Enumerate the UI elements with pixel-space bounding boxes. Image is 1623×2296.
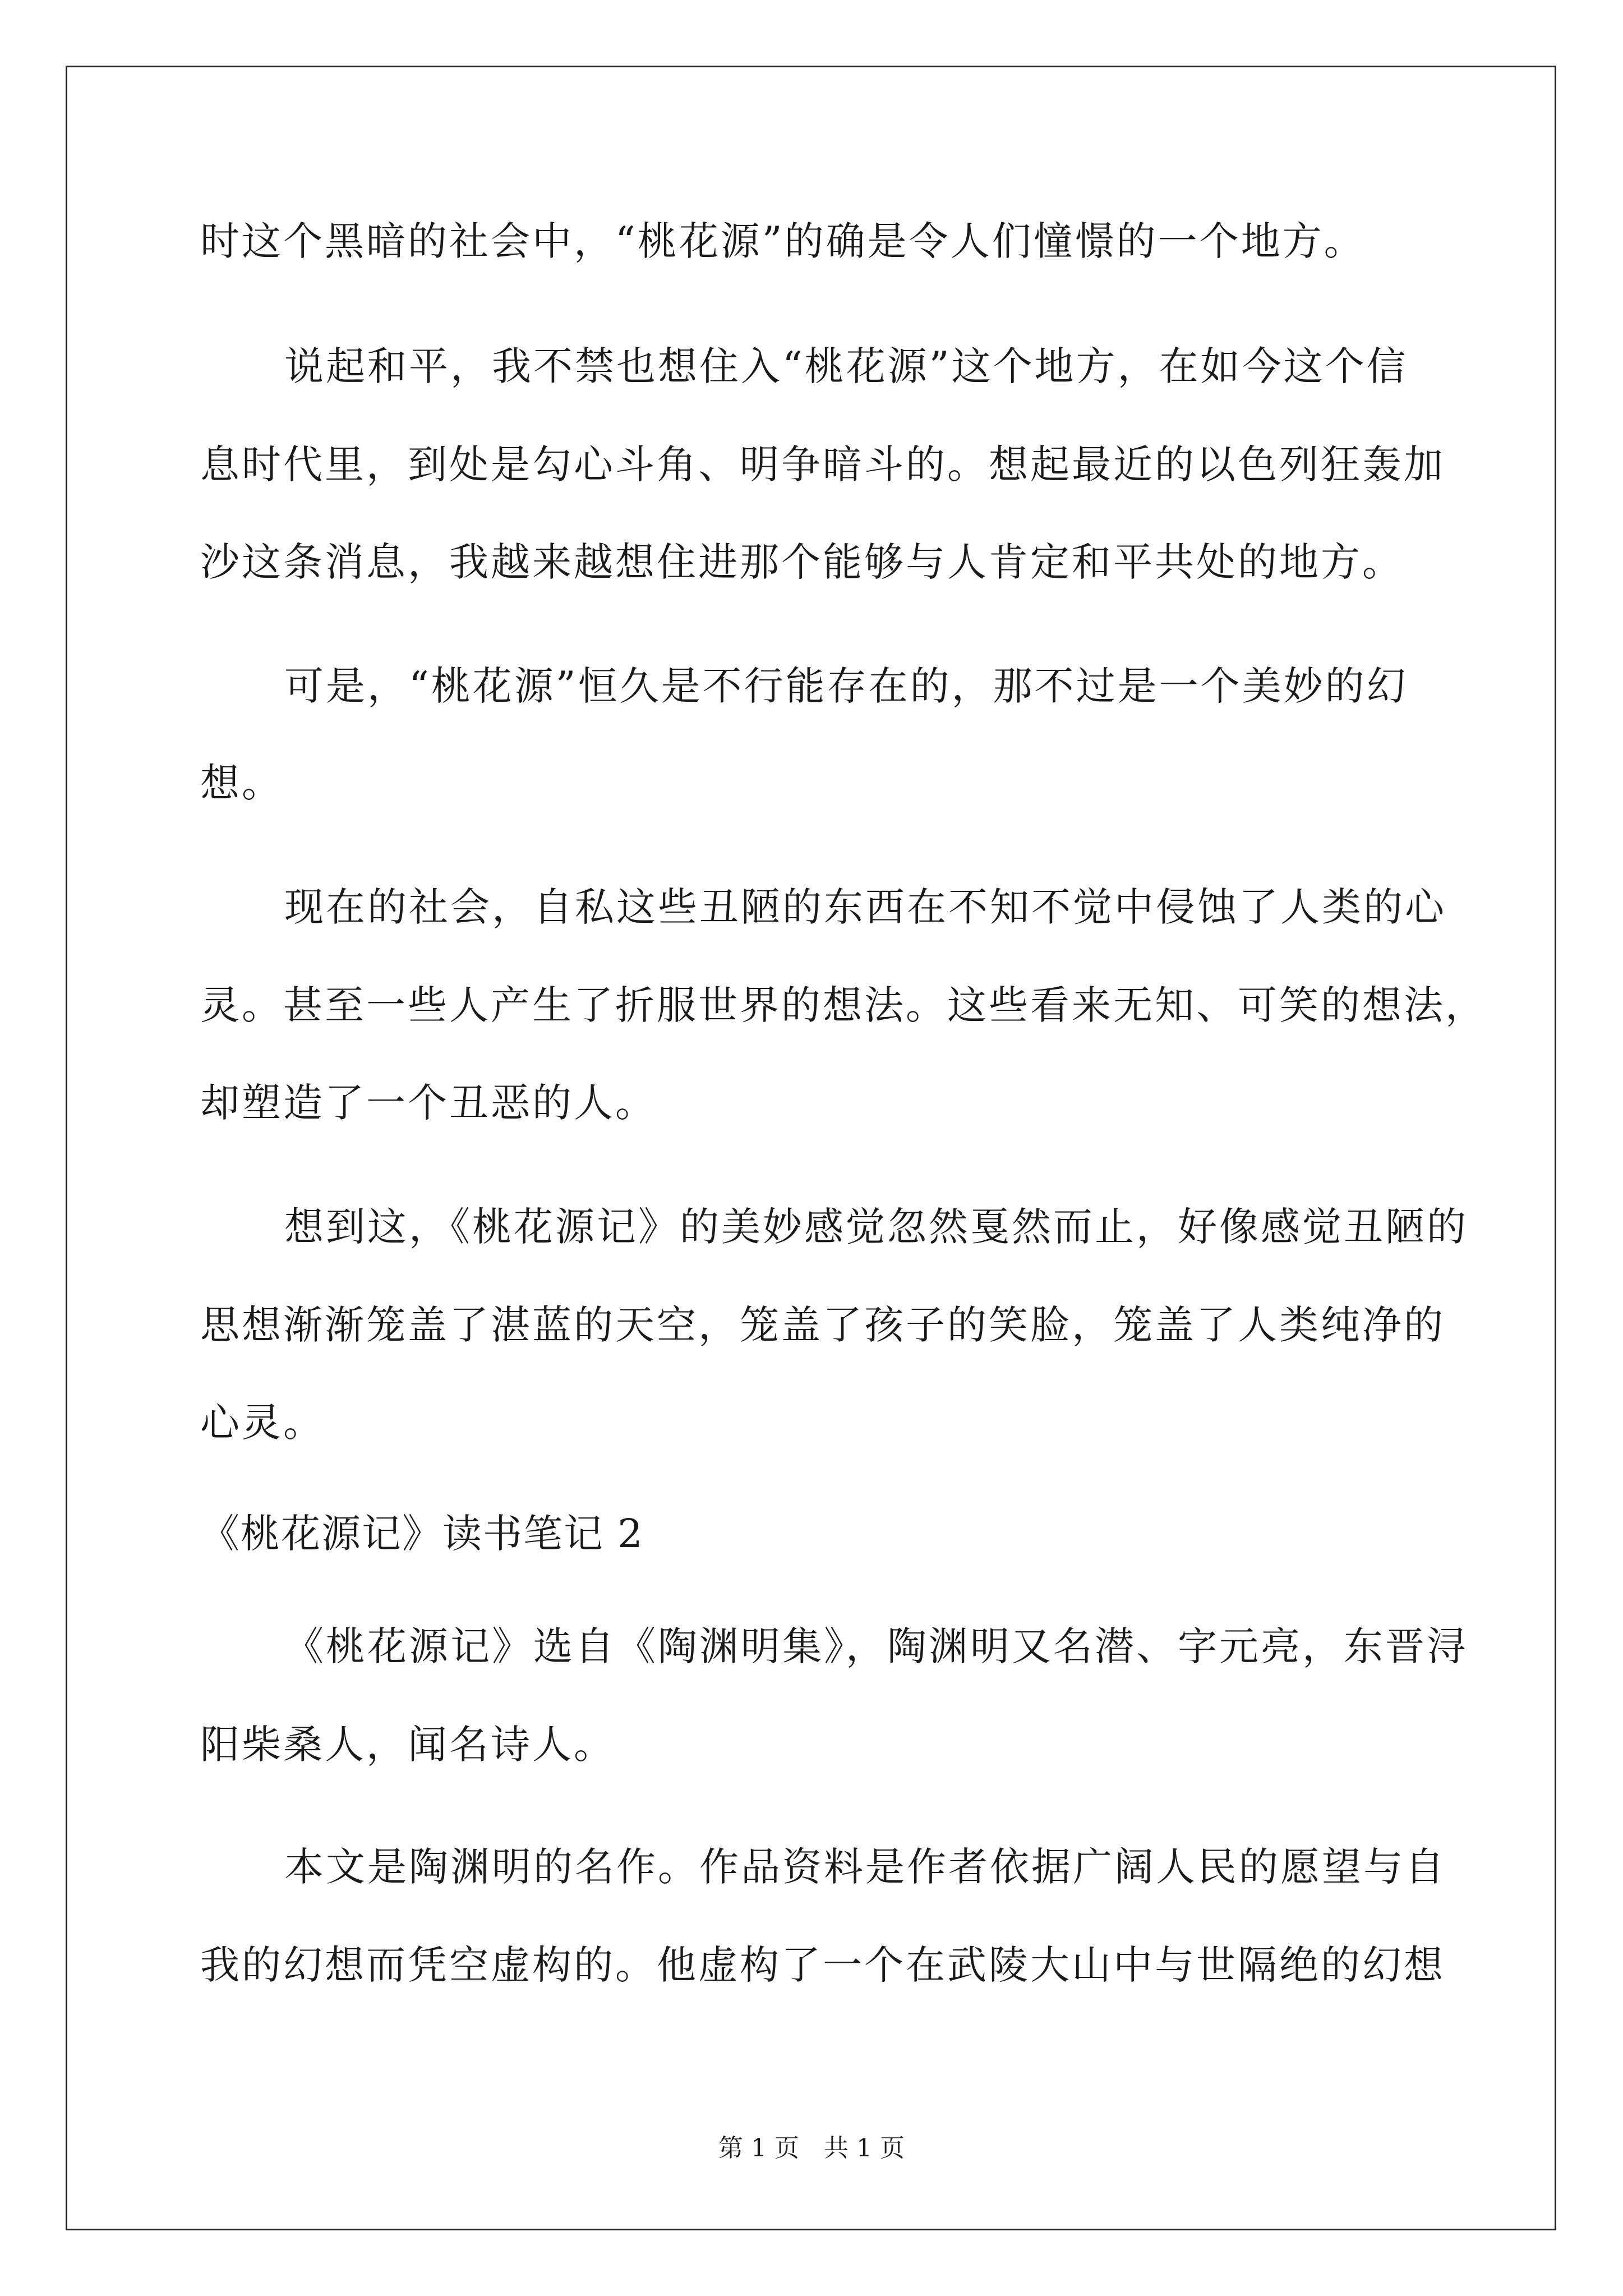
text-line: 现在的社会，自私这些丑陋的东西在不知不觉中侵蚀了人类的心 [284,884,1446,930]
text-line: 想。 [200,760,283,806]
text-line: 息时代里，到处是勾心斗角、明争暗斗的。想起最近的以色列狂轰加 [200,441,1445,487]
text-line: 我的幻想而凭空虚构的。他虚构了一个在武陵大山中与世隔绝的幻想 [200,1942,1445,1988]
page-total: 共 1 页 [824,2134,905,2162]
text-line: 心灵。 [200,1400,325,1446]
text-line: 可是，“桃花源”恒久是不行能存在的，那不过是一个美妙的幻 [284,663,1408,709]
page-footer [0,2132,1623,2165]
text-line: 想到这，《桃花源记》的美妙感觉忽然戛然而止，好像感觉丑陋的 [284,1204,1468,1250]
text-line: 本文是陶渊明的名作。作品资料是作者依据广阔人民的愿望与自 [284,1844,1446,1890]
text-line: 《桃花源记》选自《陶渊明集》，陶渊明又名潜、字元亮，东晋浔 [284,1623,1468,1669]
text-line: 思想渐渐笼盖了湛蓝的天空，笼盖了孩子的笑脸，笼盖了人类纯净的 [200,1302,1445,1348]
text-line: 却塑造了一个丑恶的人。 [200,1080,657,1126]
text-line: 时这个黑暗的社会中，“桃花源”的确是令人们憧憬的一个地方。 [200,218,1366,264]
text-line: 灵。甚至一些人产生了折服世界的想法。这些看来无知、可笑的想法， [200,982,1487,1028]
text-line: 阳柴桑人，闻名诗人。 [200,1722,615,1768]
section-heading: 《桃花源记》读书笔记 2 [200,1511,644,1557]
text-line: 说起和平，我不禁也想住入“桃花源”这个地方，在如今这个信 [284,343,1408,389]
text-line: 沙这条消息，我越来越想住进那个能够与人肯定和平共处的地方。 [200,539,1404,585]
page-number: 第 1 页 [718,2134,799,2162]
